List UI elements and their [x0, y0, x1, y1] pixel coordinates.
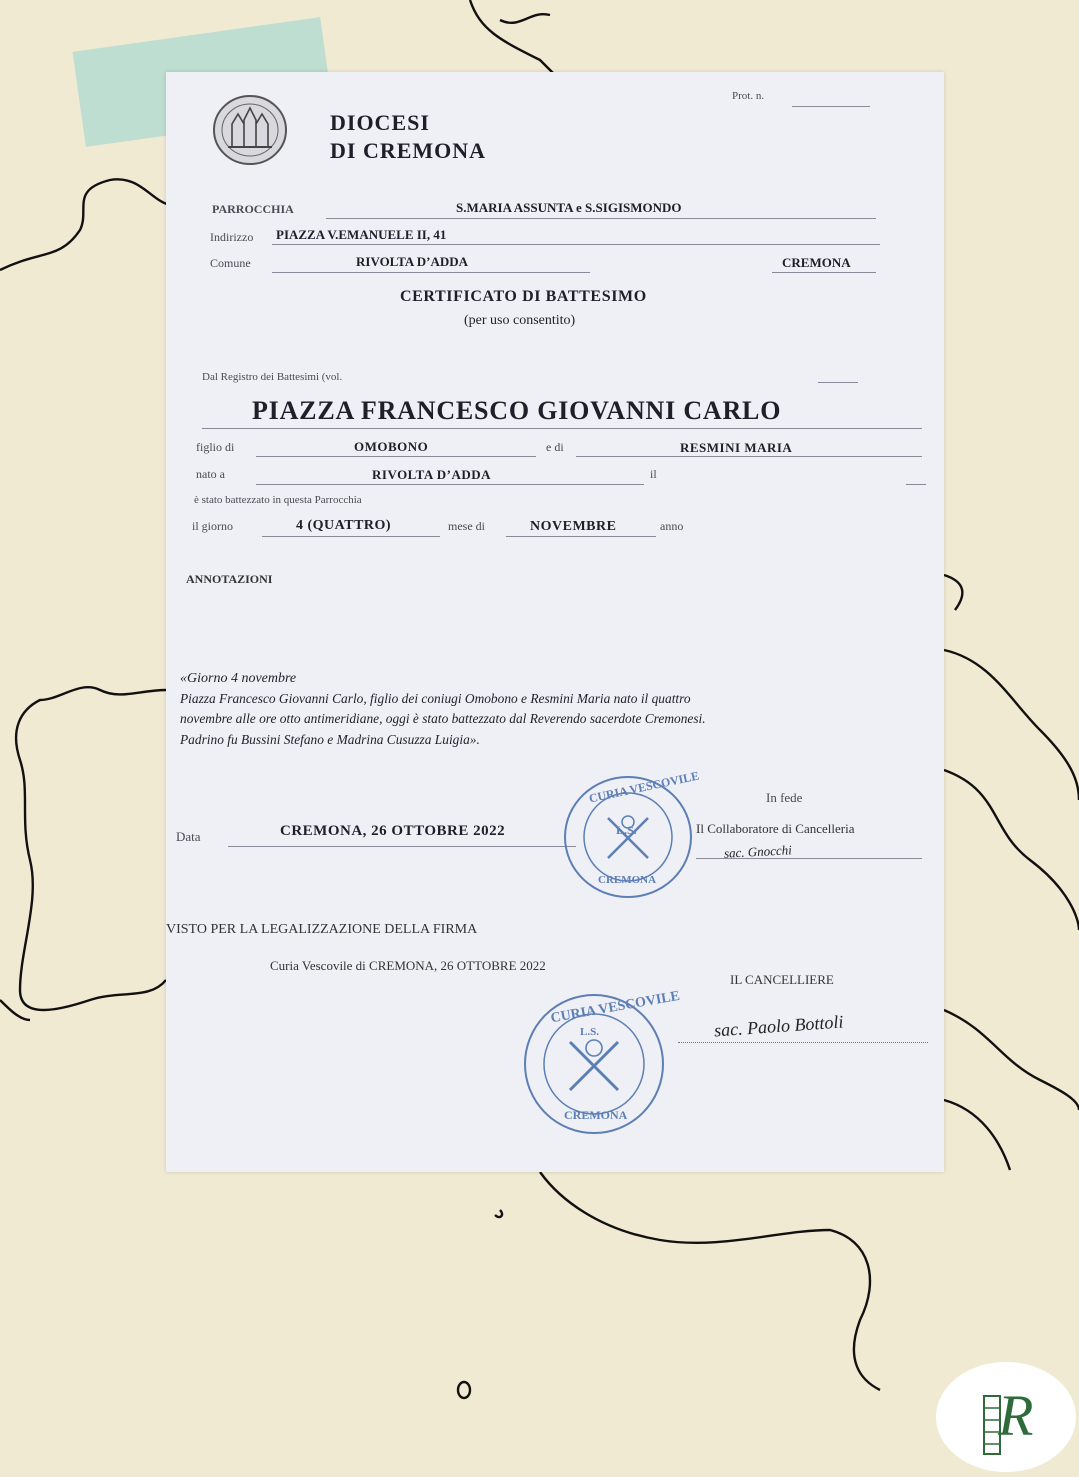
- born-label: nato a: [196, 467, 225, 481]
- in-fede-label: In fede: [766, 790, 803, 805]
- day-value: 4 (QUATTRO): [296, 518, 392, 533]
- registry-line: [818, 382, 858, 383]
- father-name: OMOBONO: [354, 439, 429, 454]
- parish-line: [326, 218, 876, 219]
- stamp-2-bottom-text: CREMONA: [564, 1108, 628, 1122]
- birthplace-value: RIVOLTA D’ADDA: [372, 467, 492, 482]
- address-value: PIAZZA V.EMANUELE II, 41: [276, 227, 447, 242]
- month-value: NOVEMBRE: [530, 519, 617, 534]
- address-label: Indirizzo: [210, 230, 254, 244]
- and-of-label: e di: [546, 440, 564, 454]
- stamp-2-center: L.S.: [580, 1026, 599, 1038]
- baptism-certificate: [166, 72, 944, 1172]
- year-label: anno: [660, 519, 684, 533]
- parish-value: S.MARIA ASSUNTA e S.SIGISMONDO: [456, 200, 682, 215]
- annotations-label: ANNOTAZIONI: [186, 572, 273, 586]
- baptized-label: è stato battezzato in questa Parrocchia: [194, 494, 362, 506]
- curia-date-line: Curia Vescovile di CREMONA, 26 OTTOBRE 2022: [270, 958, 546, 973]
- certificate-subtitle: (per uso consentito): [464, 313, 576, 328]
- certificate-title: CERTIFICATO DI BATTESIMO: [400, 288, 647, 305]
- person-name: PIAZZA FRANCESCO GIOVANNI CARLO: [252, 396, 782, 425]
- curia-stamp-2: [524, 988, 682, 1134]
- month-label: mese di: [448, 519, 485, 533]
- birthdate-line: [906, 484, 926, 485]
- diocese-seal-icon: [210, 92, 290, 168]
- collaborator-label: Il Collaboratore di Cancelleria: [696, 821, 855, 836]
- province-value: CREMONA: [782, 255, 851, 270]
- stamp-1-top-text: CURIA VESCOVILE: [587, 768, 701, 806]
- date-label: Data: [176, 829, 201, 844]
- month-line: [506, 536, 656, 537]
- protocol-label: Prot. n.: [732, 90, 765, 102]
- signature-2: sac. Paolo Bottoli: [713, 1011, 845, 1041]
- son-of-label: figlio di: [196, 440, 235, 454]
- father-line: [256, 456, 536, 457]
- visto-line: VISTO PER LA LEGALIZZAZIONE DELLA FIRMA: [166, 922, 478, 937]
- corner-logo: [936, 1362, 1076, 1472]
- annotation-line-1: «Giorno 4 novembre: [180, 671, 297, 686]
- annotation-line-3: novembre alle ore otto antimeridiane, oggi è stato battezzato dal Reverendo sacerdote Cremonesi.: [180, 711, 706, 726]
- chancellor-label: IL CANCELLIERE: [730, 972, 834, 987]
- il-label: il: [650, 467, 657, 481]
- diocese-name-line1: DIOCESI: [330, 110, 430, 135]
- mother-line: [576, 456, 922, 457]
- diocese-name-line2: DI CREMONA: [330, 138, 487, 163]
- logo-letter: R: [998, 1383, 1034, 1448]
- stamp-2-top-text: CURIA VESCOVILE: [549, 988, 682, 1027]
- address-line: [272, 244, 880, 245]
- comune-line: [272, 272, 590, 273]
- parish-label: PARROCCHIA: [212, 202, 294, 216]
- protocol-line: [792, 106, 870, 107]
- curia-stamp-1: [564, 768, 701, 898]
- stamp-1-bottom-text: CREMONA: [598, 874, 657, 886]
- comune-label: Comune: [210, 256, 251, 270]
- annotation-line-4: Padrino fu Bussini Stefano e Madrina Cusuzza Luigia».: [180, 732, 480, 747]
- stamp-1-center: L.S.: [616, 823, 637, 837]
- comune-value: RIVOLTA D’ADDA: [356, 254, 469, 269]
- annotation-line-2: Piazza Francesco Giovanni Carlo, figlio dei coniugi Omobono e Resmini Maria nato il quattro: [180, 691, 691, 706]
- day-line: [262, 536, 440, 537]
- registry-label: Dal Registro dei Battesimi (vol.: [202, 371, 343, 383]
- day-label: il giorno: [192, 519, 233, 533]
- mother-name: RESMINI MARIA: [680, 440, 793, 455]
- date-line: [228, 846, 576, 847]
- province-line: [772, 272, 876, 273]
- signature2-line: [678, 1042, 928, 1043]
- birthplace-line: [256, 484, 644, 485]
- person-name-line: [202, 428, 922, 429]
- signature-1: sac. Gnocchi: [723, 842, 793, 861]
- date-value: CREMONA, 26 OTTOBRE 2022: [280, 823, 506, 839]
